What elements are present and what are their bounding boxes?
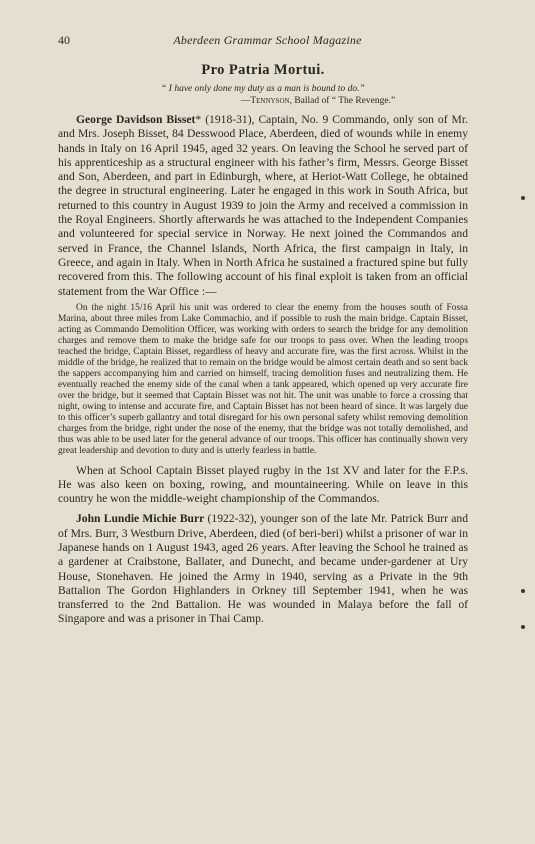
obituary-name: John Lundie Michie Burr: [76, 512, 205, 526]
obituary-text: * (1918-31), Captain, No. 9 Commando, only son of Mr. and Mrs. Joseph Bisset, 84 Desswood Place, Aberdeen, died of wounds while in enemy hands in Italy on 16 April 1945, aged 32 years. On leaving the School he served part of his apprenticeship as a structural engineer with his father’s firm, Messrs. George Bisset and Son, Aberdeen, and part in Edinburgh, where, at Heriot-Watt College, he obtained the degree in structural engineering. Later he engaged in this work in South Africa, but returned to this country in August 1939 to join the Army and received a commission in the Royal Engineers. Shortly afterwards he was attached to the Independent Companies and volunteered for special service in Norway. He next joined the Commandos and served in France, the Channel Islands, North Africa, the first campaign in Italy, in Greece, and again in Italy. When in North Africa he sustained a fractured spine but fully recovered from this. The following account of his final exploit is taken from an official statement from the War Office :—: [58, 113, 468, 298]
margin-mark: [521, 625, 525, 629]
epigraph-source: [58, 95, 468, 107]
obituary-burr: [58, 512, 468, 626]
page-number: 40: [58, 33, 70, 47]
margin-mark: [521, 589, 525, 593]
running-title: Aberdeen Grammar School Magazine: [173, 33, 362, 47]
article: [58, 60, 468, 627]
page-header: [0, 33, 535, 51]
epigraph-author: Tennyson: [250, 96, 290, 106]
margin-mark: [521, 196, 525, 200]
obituary-bisset: [58, 113, 468, 299]
school-record: When at School Captain Bisset played rugby in the 1st XV and later for the F.P.s. He was also keen on boxing, rowing, and mountaineering. While on leave in this country he won the middle-weight championship of the Commandos.: [58, 463, 468, 506]
article-title: Pro Patria Mortui.: [201, 62, 325, 78]
epigraph-rest: , Ballad of “ The Revenge.”: [289, 96, 396, 106]
war-office-statement: On the night 15/16 April his unit was ordered to clear the enemy from the houses south of Fossa Marina, about three miles from Lake Commachio, and if possible to rush the main bridge. Captain Bisset, acting as Commando Demolition Officer, was working with orders to search the bridge for any demolition charges and remove them to make the bridge safe for our troops to pass over. When the leading troops teached the bridge, Captain Bisset, regardless of heavy and accurate fire, was the first across. Whilst in the middle of the bridge, he realized that to remain on the bridge would be almost certain death and so sent back the sappers accompanying him and carried on himself, tracing demolition fuses and neutralizing them. He eventually reached the enemy side of the canal when a tank appeared, which opened up very accurate fire over the bridge, but it seemed that Captain Bisset was not hit. The unit was unable to force a crossing that night, owing to intense and accurate fire, and Captain Bisset has not been heard of since. It was largely due to this officer’s superb gallantry and total disregard for his own personal safety whilst removing demolition charges from the bridge, right under the nose of the enemy, that the bridge was not totally demolished, and thus was able to be used later for the general advance of our troops. This officer has continually shown very great leadership and devotion to duty and is utterly fearless in battle.: [58, 302, 468, 457]
epigraph-dash: —: [240, 96, 251, 106]
epigraph: [58, 83, 468, 107]
obituary-name: George Davidson Bisset: [76, 113, 196, 126]
epigraph-quote: “ I have only done my duty as a man is bound to do.”: [161, 84, 365, 94]
obituary-text: (1922-32), younger son of the late Mr. Patrick Burr and of Mrs. Burr, 3 Westburn Drive, Aberdeen, died (of beri-beri) whilst a prisoner of war in Japanese hands on 1 August 1943, aged 26 years. After leaving the School he trained as a gardener at Craibstone, Ballater, and Dunecht, and became under-gardener at Ury House, Stonehaven. He joined the Army in 1940, serving as a Private in the 9th Battalion The Gordon Highlanders in Orkney till September 1941, when he was transferred to the 2nd Battalion. He was wounded in Malaya before the fall of Singapore and was a prisoner in Thai Camp.: [58, 512, 468, 626]
